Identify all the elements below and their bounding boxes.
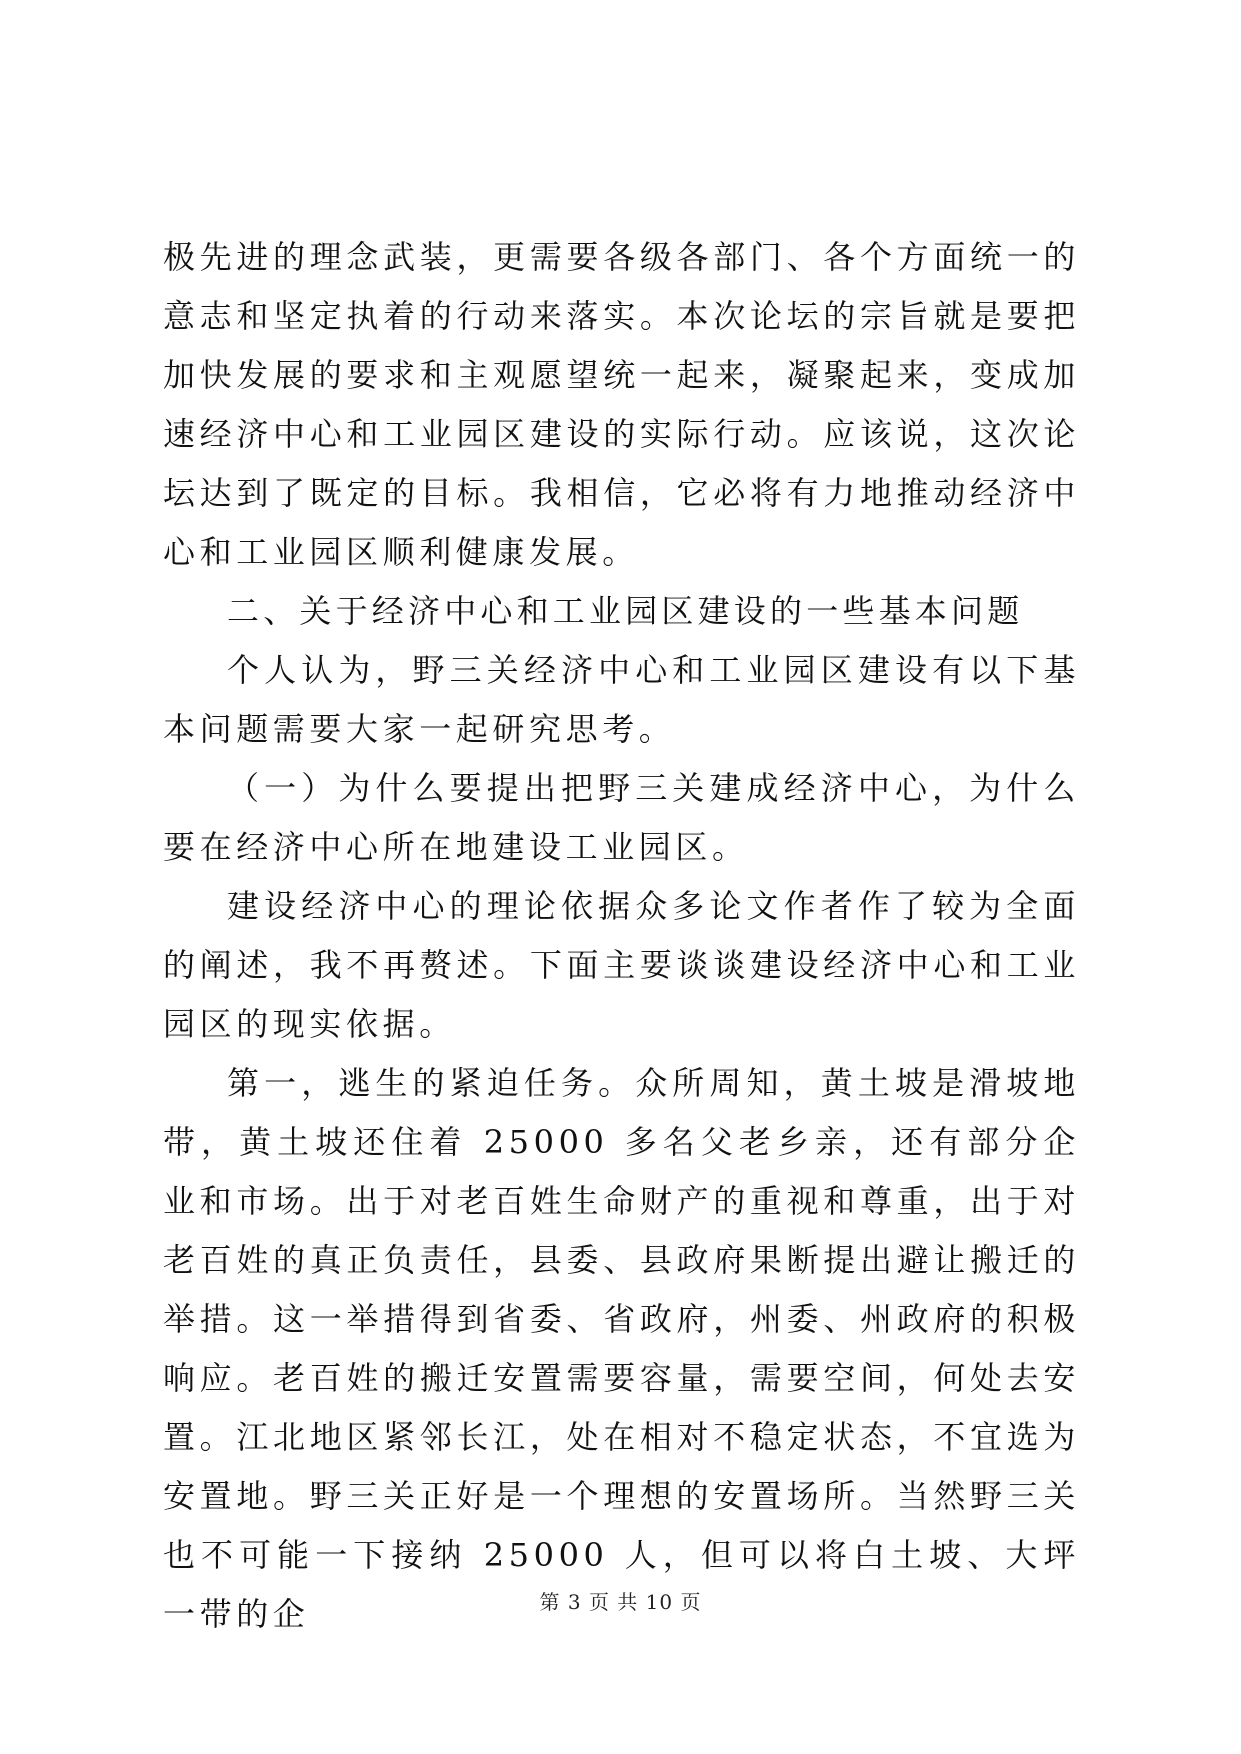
paragraph-first-point: 第一，逃生的紧迫任务。众所周知，黄土坡是滑坡地带，黄土坡还住着 25000 多名父老乡亲，还有部分企业和市场。出于对老百姓生命财产的重视和尊重，出于对老百姓的真正负责任，县委、县政府果断提出避让搬迁的举措。这一举措得到省委、省政府，州委、州政府的积极响应。老百姓的搬迁安置需要容量，需要空间，何处去安置。江北地区紧邻长江，处在相对不稳定状态，不宜选为安置地。野三关正好是一个理想的安置场所。当然野三关也不可能一下接纳 25000 人，但可以将白土坡、大坪一带的企	[163, 1064, 1080, 1633]
paragraph-continuation: 极先进的理念武装，更需要各级各部门、各个方面统一的意志和坚定执着的行动来落实。本次论坛的宗旨就是要把加快发展的要求和主观愿望统一起来，凝聚起来，变成加速经济中心和工业园区建设的实际行动。应该说，这次论坛达到了既定的目标。我相信，它必将有力地推动经济中心和工业园区顺利健康发展。	[163, 238, 1080, 571]
paragraph-basis: 建设经济中心的理论依据众多论文作者作了较为全面的阐述，我不再赘述。下面主要谈谈建设经济中心和工业园区的现实依据。	[163, 887, 1080, 1043]
page-number-footer: 第 3 页 共 10 页	[539, 1590, 702, 1614]
paragraph-intro: 个人认为，野三关经济中心和工业园区建设有以下基本问题需要大家一起研究思考。	[163, 651, 1080, 748]
section-heading: 二、关于经济中心和工业园区建设的一些基本问题	[227, 592, 1024, 630]
document-body	[163, 228, 1080, 1644]
subsection-heading: （一）为什么要提出把野三关建成经济中心，为什么要在经济中心所在地建设工业园区。	[163, 769, 1080, 866]
